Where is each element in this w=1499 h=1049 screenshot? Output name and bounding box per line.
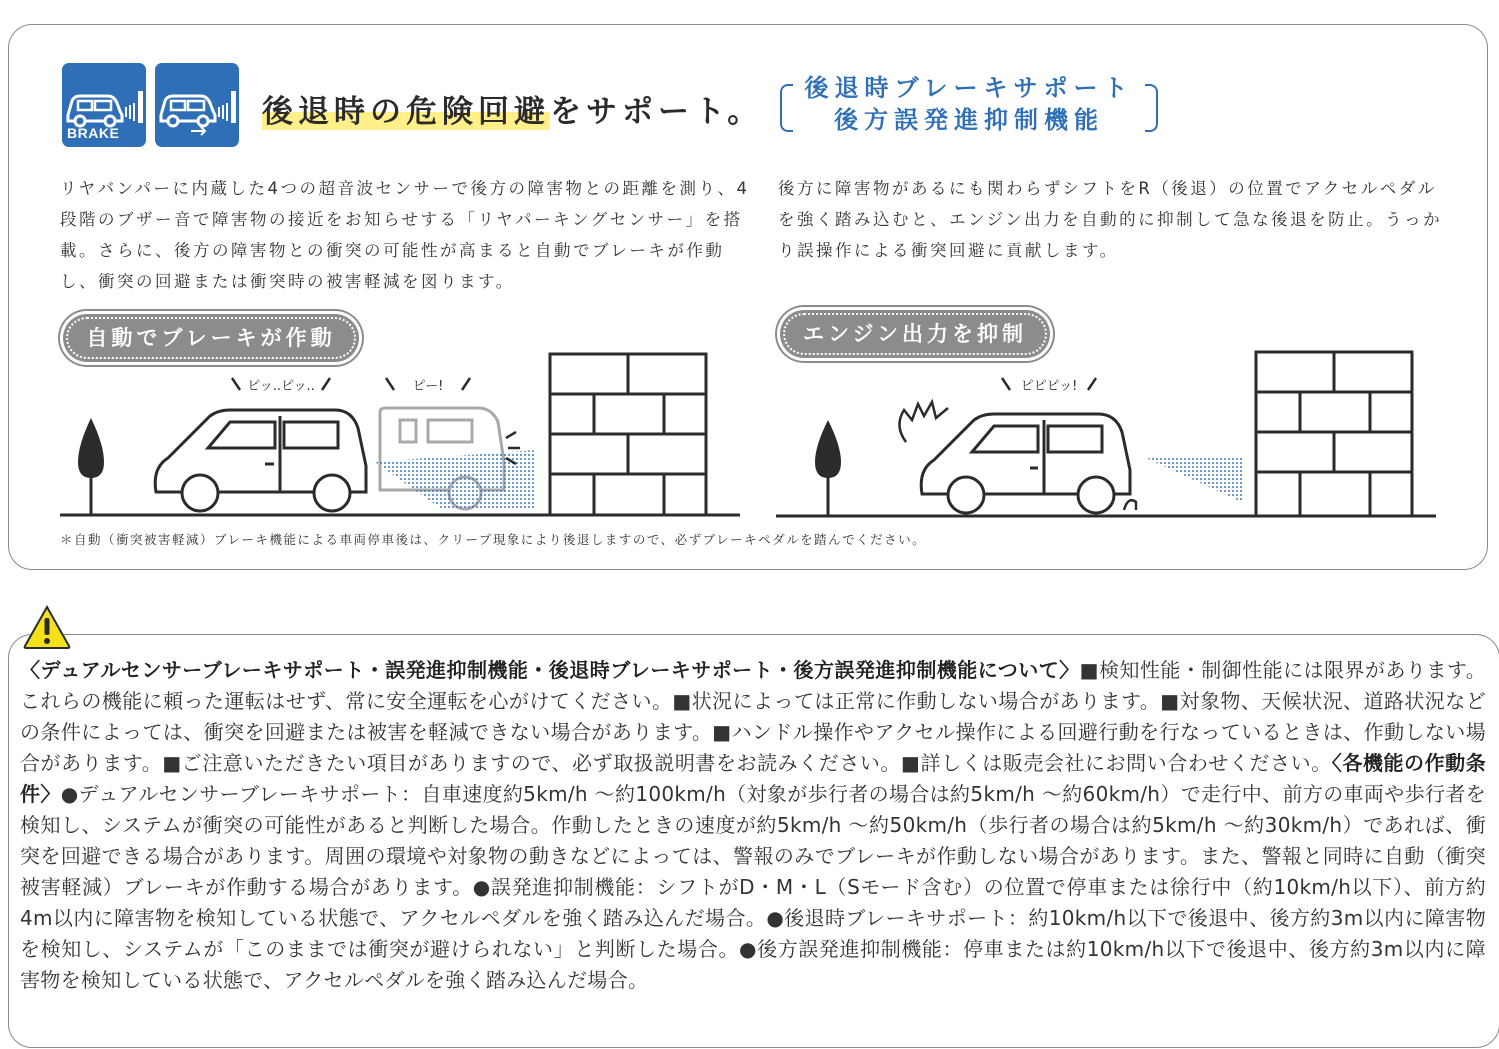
brake-support-icon: [62, 63, 146, 147]
rear-misstart-icon: [155, 63, 239, 147]
notes-body-1: ■検知性能・制御性能には限界があります。これらの機能に頼った運転はせず、常に安全運転を心がけてください。■状況によっては正常に作動しない場合があります。■対象物、天候状況、道路状況などの条件によっては、衝突を回避または被害を軽減できない場合があります。■ハンドル操作やアクセル操作による回避行動を行なっているときは、作動しない場合があります。■ご注意いただきたい項目がありますので、必ず取扱説明書をお読みください。■詳しくは販売会社にお問い合わせください。: [20, 658, 1486, 775]
car-icon: [921, 414, 1130, 513]
auto-brake-illustration: [60, 350, 740, 525]
car-icon: [155, 410, 366, 511]
headline-highlight: 後退時の危険回避: [262, 94, 550, 130]
beep-sound-1: ピッ..ピッ..: [247, 379, 315, 394]
beep-sound: ピピピッ!: [1020, 379, 1078, 394]
right-bracket: [1145, 84, 1158, 132]
rear-misstart-description: 後方に障害物があるにも関わらずシフトをR（後退）の位置でアクセルペダルを強く踏み込むと、エンジン出力を自動的に抑制して急な後退を防止。うっかり誤操作による衝突回避に貢献します。: [778, 179, 1443, 260]
surprise-burst-icon: [899, 402, 948, 442]
headline-rest: をサポート。: [550, 94, 764, 130]
engine-suppress-illustration: [776, 346, 1436, 524]
warning-icon: [22, 604, 72, 650]
footnote: ＊自動（衝突被害軽減）ブレーキ機能による車両停車後は、クリープ現象により後退しますので、必ずブレーキペダルを踏んでください。: [60, 532, 927, 547]
notes-body-2: ●デュアルセンサーブレーキサポート：自車速度約5km/h ～約100km/h（対象が歩行者の場合は約5km/h ～約60km/h）で走行中、前方の車両や歩行者を検知し、システムが衝突の可能性があると判断した場合。作動したときの速度が約5km/h ～約50km/h（歩行者の場合は約5km/h ～約30km/h）であれば、衝突を回避できる場合があります。周囲の環境や対象物の動きなどによっては、警報のみでブレーキが作動しない場合があります。また、警報と同時に自動（衝突被害軽減）ブレーキが作動する場合があります。●誤発進抑制機能：シフトがD・M・L（Sモード含む）の位置で停車または徐行中（約10km/h以下）、前方約4m以内に障害物を検知している状態で、アクセルペダルを強く踏み込んだ場合。●後退時ブレーキサポート：約10km/h以下で後退中、後方約3m以内に障害物を検知し、システムが「このままでは衝突が避けられない」と判断した場合。●後方誤発進抑制機能：停車または約10km/h以下で後退中、後方約3m以内に障害物を検知している状態で、アクセルペダルを強く踏み込んだ場合。: [20, 782, 1486, 992]
left-bracket: [780, 84, 793, 132]
auto-brake-pill: 自動でブレーキが作動: [63, 314, 359, 362]
engine-suppress-pill: エンジン出力を抑制: [780, 310, 1050, 358]
tree-icon: [78, 418, 104, 515]
feature-title-line2: 後方誤発進抑制機能: [834, 106, 1104, 134]
exhaust-icon: [1124, 500, 1136, 510]
notes-heading-about: 〈デュアルセンサーブレーキサポート・誤発進抑制機能・後退時ブレーキサポート・後方誤発進抑制機能について〉: [20, 658, 1080, 682]
headline: [262, 86, 763, 131]
beep-sound-2: ピー!: [412, 379, 444, 394]
feature-title: [780, 72, 1158, 136]
notes-text: [20, 655, 1486, 996]
notes-heading-conditions: 〈各機能の作動条件〉: [20, 751, 1486, 806]
brick-wall-icon: [550, 354, 706, 515]
brake-label: BRAKE: [67, 125, 120, 141]
rear-brake-description: リヤバンパーに内蔵した4つの超音波センサーで後方の障害物との距離を測り、4段階のブザー音で障害物の接近をお知らせする「リヤパーキングセンサー」を搭載。さらに、後方の障害物との衝突の可能性が高まると自動でブレーキが作動し、衝突の回避または衝突時の被害軽減を図ります。: [60, 179, 750, 291]
feature-title-line1: 後退時ブレーキサポート: [804, 74, 1134, 102]
sensor-beam: [1146, 458, 1242, 502]
tree-icon: [815, 420, 841, 516]
brick-wall-icon: [1256, 352, 1412, 516]
sensor-beam: [375, 450, 536, 508]
car-throttle-control-icon: [155, 63, 239, 147]
